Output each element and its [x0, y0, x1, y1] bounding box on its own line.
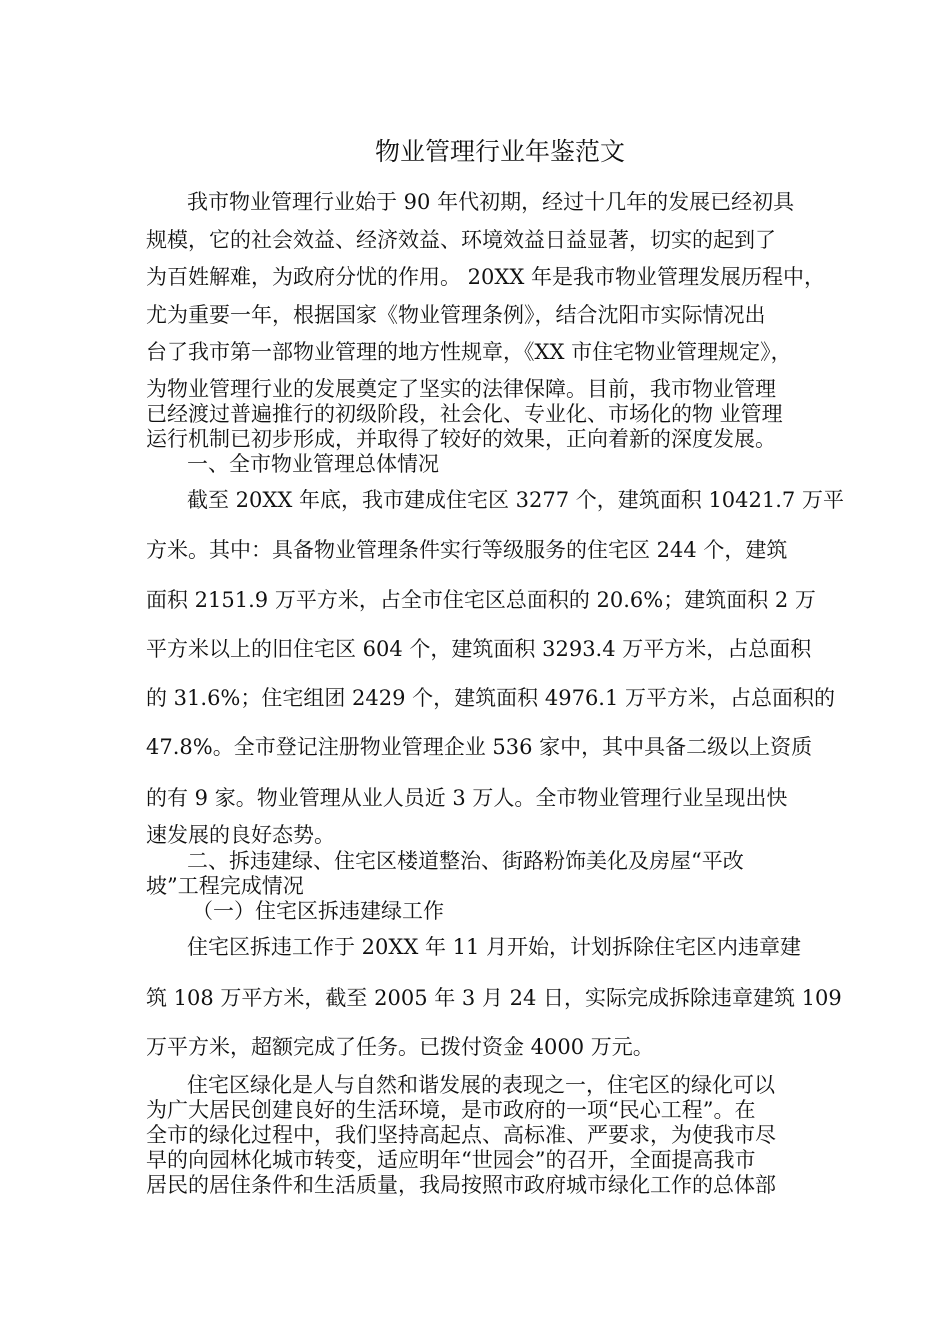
- section-heading: 一、全市物业管理总体情况: [187, 452, 439, 476]
- paragraph-line: 截至 20XX 年底，我市建成住宅区 3277 个，建筑面积 10421.7 万平: [187, 488, 844, 512]
- paragraph-line: 万平方米，超额完成了任务。已拨付资金 4000 万元。: [146, 1035, 654, 1059]
- document-title: 物业管理行业年鉴范文: [374, 137, 625, 166]
- paragraph-line: 运行机制已初步形成，并取得了较好的效果，正向着新的深度发展。: [146, 427, 776, 451]
- section-heading: 二、拆违建绿、住宅区楼道整治、街路粉饰美化及房屋“平改: [187, 849, 744, 873]
- paragraph-line: 全市的绿化过程中，我们坚持高起点、高标准、严要求，为使我市尽: [146, 1123, 776, 1147]
- paragraph-line: 平方米以上的旧住宅区 604 个，建筑面积 3293.4 万平方米，占总面积: [146, 637, 812, 661]
- paragraph-line: 住宅区拆违工作于 20XX 年 11 月开始，计划拆除住宅区内违章建: [187, 935, 802, 959]
- paragraph-line: 筑 108 万平方米，截至 2005 年 3 月 24 日，实际完成拆除违章建筑 109: [146, 986, 842, 1010]
- paragraph-line: 为广大居民创建良好的生活环境，是市政府的一项“民心工程”。在: [146, 1098, 756, 1122]
- paragraph-line: 方米。其中：具备物业管理条件实行等级服务的住宅区 244 个，建筑: [146, 538, 788, 562]
- paragraph-line: 台了我市第一部物业管理的地方性规章，《XX 市住宅物业管理规定》，: [146, 340, 792, 364]
- paragraph-line: 尤为重要一年，根据国家《物业管理条例》，结合沈阳市实际情况出: [146, 303, 766, 327]
- subsection-heading: （一）住宅区拆违建绿工作: [192, 899, 444, 923]
- paragraph-line: 面积 2151.9 万平方米，占全市住宅区总面积的 20.6%；建筑面积 2 万: [146, 588, 816, 612]
- paragraph-line: 47.8%。全市登记注册物业管理企业 536 家中，其中具备二级以上资质: [146, 735, 813, 759]
- section-heading: 坡”工程完成情况: [146, 874, 304, 898]
- paragraph-line: 住宅区绿化是人与自然和谐发展的表现之一，住宅区的绿化可以: [187, 1073, 775, 1097]
- paragraph-line: 为物业管理行业的发展奠定了坚实的法律保障。目前，我市物业管理: [146, 377, 776, 401]
- paragraph-line: 我市物业管理行业始于 90 年代初期，经过十几年的发展已经初具: [187, 190, 795, 214]
- paragraph-line: 规模，它的社会效益、经济效益、环境效益日益显著，切实的起到了: [146, 228, 776, 252]
- paragraph-line: 的有 9 家。物业管理从业人员近 3 万人。全市物业管理行业呈现出快: [146, 786, 788, 810]
- paragraph-line: 为百姓解难，为政府分忧的作用。 20XX 年是我市物业管理发展历程中，: [146, 265, 825, 289]
- paragraph-line: 居民的居住条件和生活质量，我局按照市政府城市绿化工作的总体部: [146, 1173, 776, 1197]
- paragraph-line: 已经渡过普遍推行的初级阶段，社会化、专业化、市场化的物 业管理: [146, 402, 783, 426]
- paragraph-line: 早的向园林化城市转变，适应明年“世园会”的召开，全面提高我市: [146, 1148, 756, 1172]
- paragraph-line: 速发展的良好态势。: [146, 823, 335, 847]
- paragraph-line: 的 31.6%；住宅组团 2429 个，建筑面积 4976.1 万平方米，占总面积的: [146, 686, 836, 710]
